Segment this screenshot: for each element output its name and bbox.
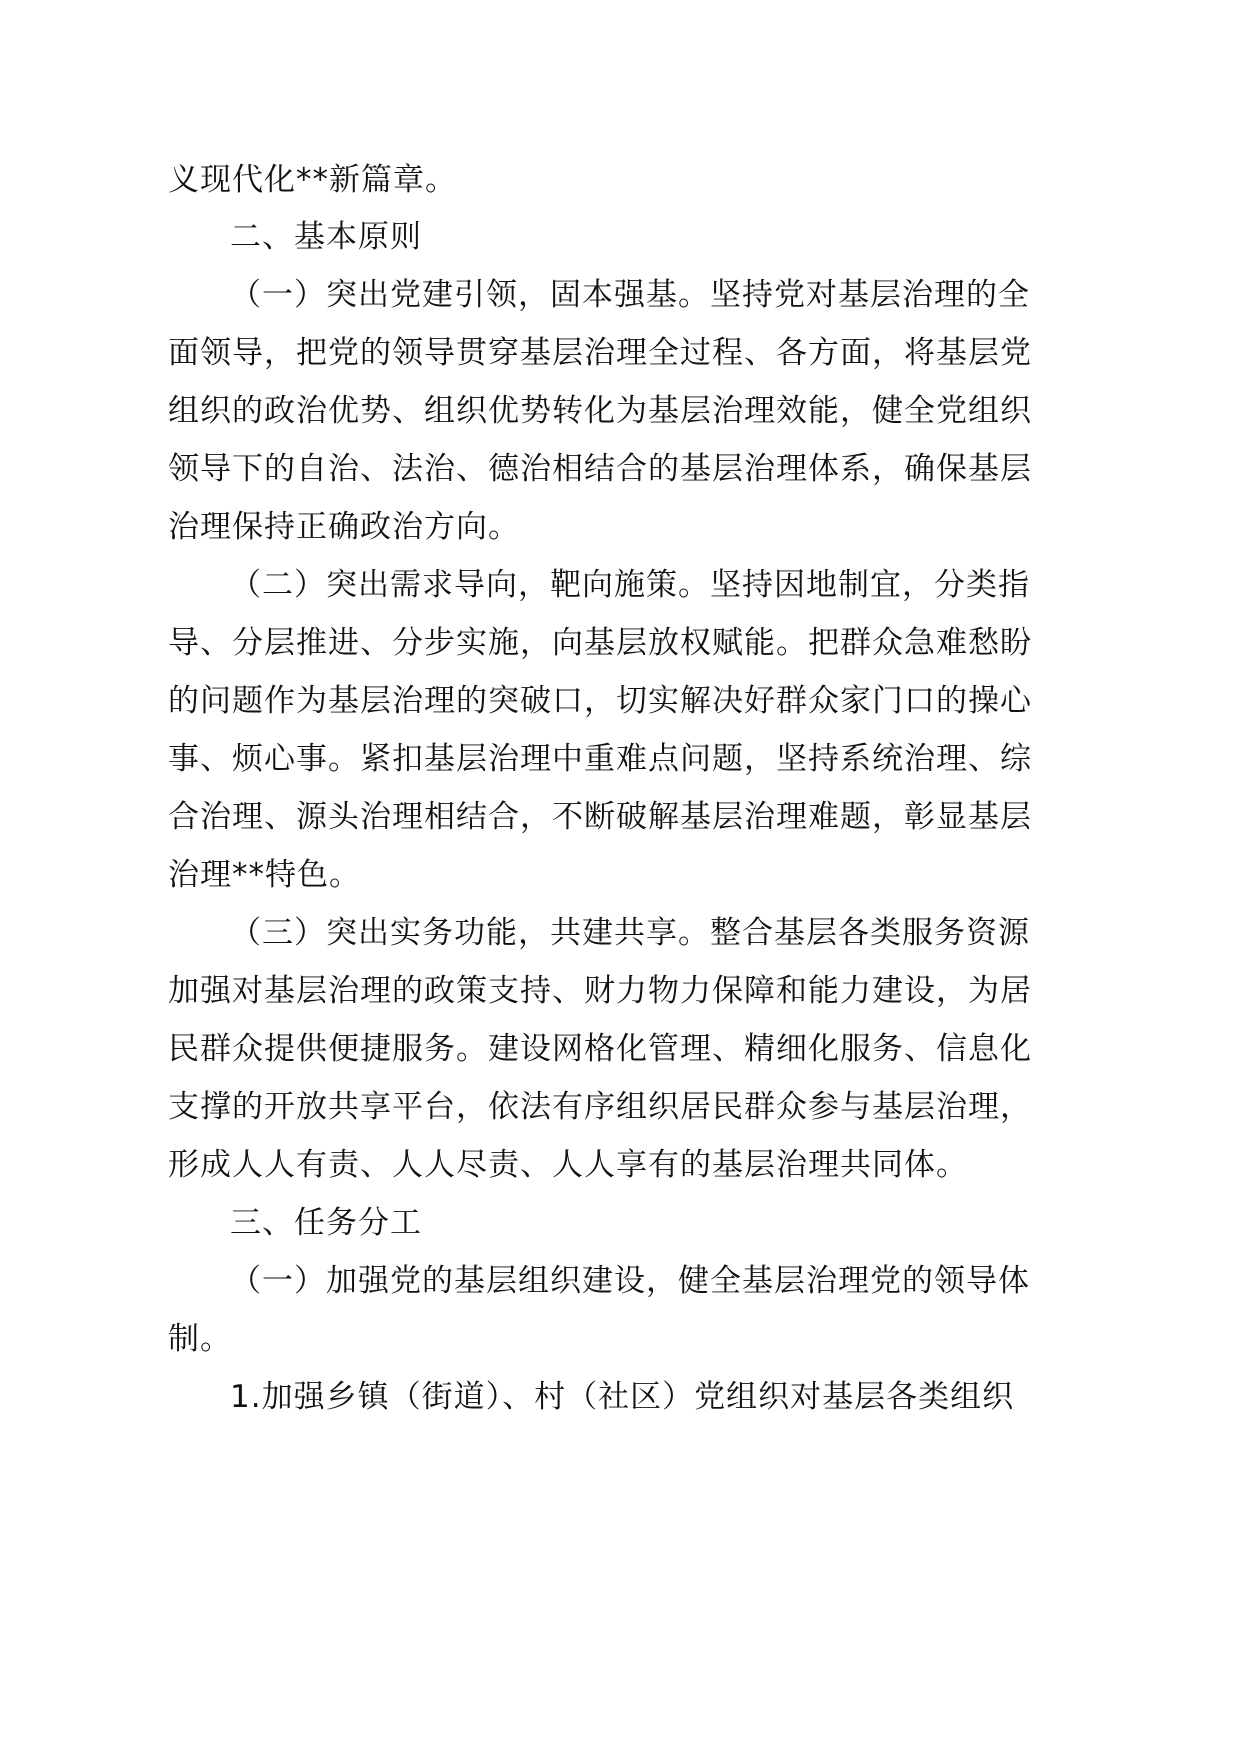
text-line: 支撑的开放共享平台，依法有序组织居民群众参与基层治理， [168,1089,1032,1125]
text-line: 合治理、源头治理相结合，不断破解基层治理难题，彰显基层 [168,799,1032,835]
text-line: 制。 [168,1321,232,1357]
paragraph-start: （二）突出需求导向，靶向施策。坚持因地制宜，分类指 [230,567,1030,603]
text-line [168,1372,1014,1422]
text-line [168,270,1030,320]
paragraph-start: 1.加强乡镇（街道）、村（社区）党组织对基层各类组织 [230,1379,1015,1415]
paragraph-start: （一）加强党的基层组织建设，健全基层治理党的领导体 [230,1263,1030,1299]
text-line: 民群众提供便捷服务。建设网格化管理、精细化服务、信息化 [168,1031,1032,1067]
text-line: 事、烦心事。紧扣基层治理中重难点问题，坚持系统治理、综 [168,741,1032,777]
paragraph-start: （三）突出实务功能，共建共享。整合基层各类服务资源 [230,915,1030,951]
text-line: 治理保持正确政治方向。 [168,509,520,545]
text-line: 三、任务分工 [230,1205,422,1241]
text-line: 加强对基层治理的政策支持、财力物力保障和能力建设，为居 [168,973,1032,1009]
text-line: 组织的政治优势、组织优势转化为基层治理效能，健全党组织 [168,393,1032,429]
text-line: 形成人人有责、人人尽责、人人享有的基层治理共同体。 [168,1147,968,1183]
text-line: 面领导，把党的领导贯穿基层治理全过程、各方面，将基层党 [168,335,1032,371]
text-line [168,560,1030,610]
section-heading [168,1198,422,1248]
text-line: 义现代化**新篇章。 [168,162,457,198]
text-line: 二、基本原则 [230,219,422,255]
paragraph-start: （一）突出党建引领，固本强基。坚持党对基层治理的全 [230,277,1030,313]
text-line: 治理**特色。 [168,857,361,893]
section-heading [168,212,422,262]
text-line [168,908,1030,958]
text-line: 的问题作为基层治理的突破口，切实解决好群众家门口的操心 [168,683,1032,719]
text-line: 导、分层推进、分步实施，向基层放权赋能。把群众急难愁盼 [168,625,1032,661]
text-line [168,1256,1030,1306]
text-line: 领导下的自治、法治、德治相结合的基层治理体系，确保基层 [168,451,1032,487]
